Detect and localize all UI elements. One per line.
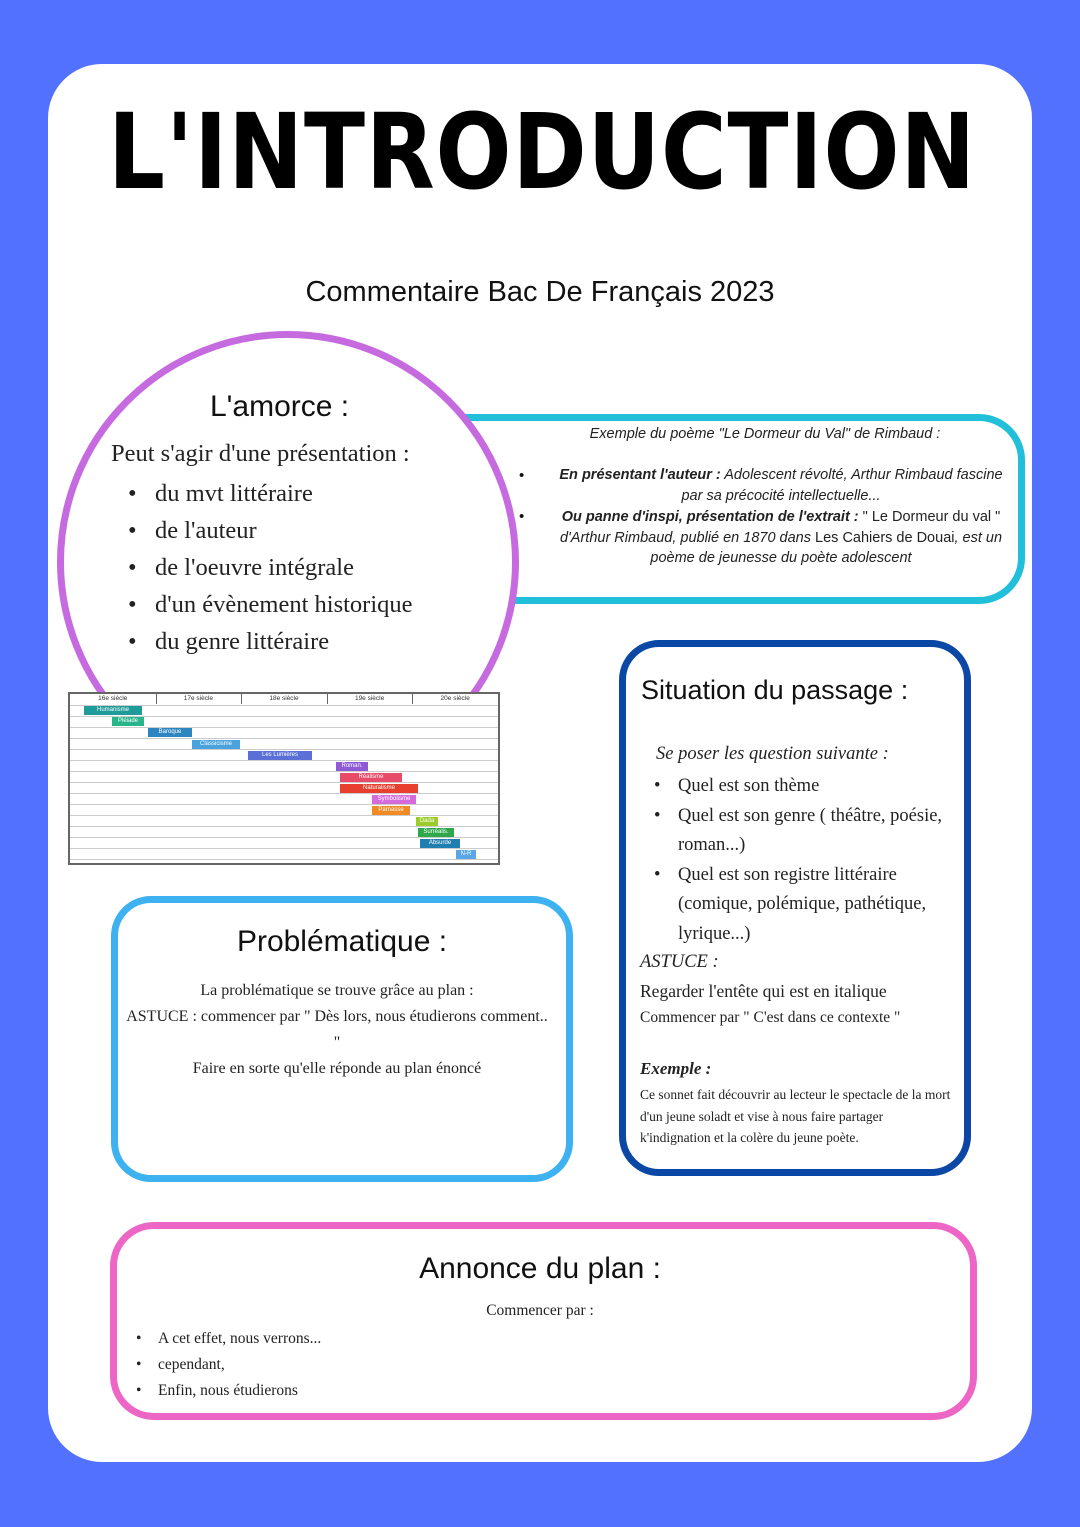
timeline-movement-bar: Symbolisme	[372, 795, 416, 804]
annonce-list	[136, 1326, 321, 1404]
timeline-gridline	[70, 782, 498, 783]
timeline-movement-bar: Parnasse	[372, 806, 410, 815]
timeline-movement-bar: Roman.	[336, 762, 368, 771]
timeline-gridline	[70, 738, 498, 739]
situation-exemple-label: Exemple :	[640, 1059, 712, 1078]
timeline-movement-bar: Réalisme	[340, 773, 402, 782]
situation-astuce-1: Regarder l'entête qui est en italique	[640, 981, 887, 1001]
page-subtitle: Commentaire Bac De Français 2023	[305, 276, 775, 308]
problematique-text: La problématique se trouve grâce au plan : ASTUCE : commencer par " Dès lors, nous étudierons comment.. " Faire en sorte qu'elle réponde au plan énoncé	[126, 982, 548, 1077]
timeline-movement-bar: Pléiade	[112, 717, 144, 726]
exemple-bullet-auteur: En présentant l'auteur : Adolescent révolté, Arthur Rimbaud fascine par sa précocité intellectuelle...	[559, 467, 1003, 504]
timeline-gridline	[70, 859, 498, 860]
list-item: • cependant,	[136, 1352, 321, 1378]
timeline-movement-bar: N-R	[456, 850, 476, 859]
timeline-movement-bar: Naturalisme	[340, 784, 418, 793]
timeline-movement-bar: Humanisme	[84, 706, 142, 715]
timeline-gridline	[70, 804, 498, 805]
list-item: • Quel est son thème	[654, 772, 954, 802]
timeline-movement-bar: Absurde	[420, 839, 460, 848]
list-item: • du genre littéraire	[128, 625, 413, 662]
problematique-title: Problématique :	[236, 925, 448, 958]
timeline-gridline	[70, 826, 498, 827]
timeline-century-label: 19e siècle	[327, 694, 414, 704]
timeline-movement-bar: Dada	[416, 817, 438, 826]
amorce-intro: Peut s'agir d'une présentation :	[111, 440, 410, 467]
exemple-bullet-label: En présentant l'auteur :	[559, 467, 721, 483]
situation-astuce-label: ASTUCE :	[640, 952, 719, 972]
exemple-heading: Exemple du poème "Le Dormeur du Val" de Rimbaud :	[589, 426, 941, 442]
amorce-list	[128, 477, 413, 662]
list-item: • du mvt littéraire	[128, 477, 413, 514]
list-item: • A cet effet, nous verrons...	[136, 1326, 321, 1352]
timeline-gridline	[70, 793, 498, 794]
timeline-century-label: 20e siècle	[412, 694, 499, 704]
situation-astuce-2: Commencer par " C'est dans ce contexte "	[640, 1009, 901, 1026]
timeline-gridline	[70, 815, 498, 816]
timeline-gridline	[70, 848, 498, 849]
timeline-movement-bar: Baroque	[148, 728, 192, 737]
timeline-gridline	[70, 749, 498, 750]
timeline-movement-bar: Les Lumières	[248, 751, 312, 760]
list-item: • d'un évènement historique	[128, 588, 413, 625]
timeline-gridline	[70, 727, 498, 728]
amorce-title: L'amorce :	[210, 390, 350, 423]
timeline-century-label: 17e siècle	[156, 694, 243, 704]
list-item: • Quel est son registre littéraire (comique, polémique, pathétique, lyrique...)	[654, 861, 954, 950]
annonce-title: Annonce du plan :	[419, 1252, 661, 1285]
literary-movements-timeline	[68, 692, 500, 865]
situation-exemple-text: Ce sonnet fait découvrir au lecteur le spectacle de la mort d'un jeune soladt et vise à nous faire partager k'indignation et la colère du jeune poète.	[640, 1087, 951, 1146]
timeline-century-label: 16e siècle	[70, 694, 157, 704]
situation-title: Situation du passage :	[641, 675, 909, 705]
timeline-gridline	[70, 760, 498, 761]
list-item: • de l'auteur	[128, 514, 413, 551]
annonce-sub: Commencer par :	[486, 1302, 594, 1319]
list-item: • Enfin, nous étudierons	[136, 1378, 321, 1404]
exemple-bullet-label: Ou panne d'inspi, présentation de l'extrait :	[561, 509, 859, 525]
timeline-gridline	[70, 837, 498, 838]
exemple-bullet-extrait: Ou panne d'inspi, présentation de l'extrait : " Le Dormeur du val " d'Arthur Rimbaud, publié en 1870 dans Les Cahiers de Douai, est un poème de jeunesse du poète adolescent	[559, 509, 1003, 567]
timeline-movement-bar: Classicisme	[192, 740, 240, 749]
timeline-century-label: 18e siècle	[241, 694, 328, 704]
bullet-dot: •	[519, 508, 525, 525]
page-title: L'INTRODUCTION	[108, 91, 977, 213]
situation-questions	[654, 772, 954, 950]
bullet-dot: •	[519, 467, 525, 484]
list-item: • Quel est son genre ( théâtre, poésie, roman...)	[654, 802, 954, 861]
list-item: • de l'oeuvre intégrale	[128, 551, 413, 588]
timeline-gridline	[70, 771, 498, 772]
situation-question-intro: Se poser les question suivante :	[656, 744, 889, 764]
timeline-movement-bar: Surréalis.	[418, 828, 454, 837]
